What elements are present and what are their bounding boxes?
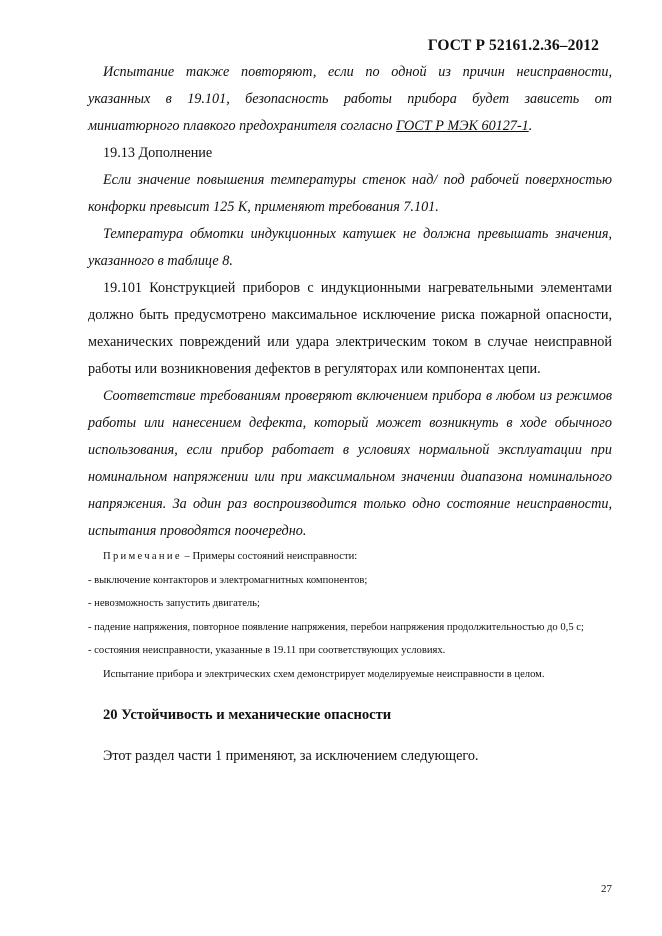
note-intro: Примеры состояний неисправности: [192, 551, 358, 562]
section-20-text: Этот раздел части 1 применяют, за исключением следующего. [103, 748, 479, 764]
paragraph-text-end: . [528, 118, 533, 134]
standard-reference-link[interactable]: ГОСТ Р МЭК 60127-1 [396, 118, 529, 134]
note-header [88, 545, 612, 569]
note-list-item: - невозможность запустить двигатель; [88, 598, 260, 609]
document-header-code: ГОСТ Р 52161.2.36–2012 [427, 37, 599, 54]
document-body [88, 59, 612, 770]
paragraph-retest-fuse [88, 59, 612, 140]
page-number: 27 [601, 883, 612, 895]
paragraph-coil-temperature: Температура обмотки индукционных катушек не должна превышать значения, указанного в таблице 8. [88, 226, 612, 269]
paragraph-wall-temperature: Если значение повышения температуры стенок над/ под рабочей поверхностью конфорки превысит 125 К, применяют требования 7.101. [88, 172, 612, 215]
note-label: Примечание [103, 551, 182, 562]
section-20-heading: 20 Устойчивость и механические опасности [103, 707, 392, 723]
paragraph-compliance-check: Соответствие требованиям проверяют включением прибора в любом из режимов работы или нанесением дефекта, который может возникнуть в ходе обычного использования, если прибор работает в условиях нормальной эксплуатации при номинальном напряжении или при максимальном значении диапазона номинального напряжения. За один раз воспроизводится только одно состояние неисправности, испытания проводятся поочередно. [88, 388, 612, 539]
note-list-item: - падение напряжения, повторное появление напряжения, перебои напряжения продолжительностью до 0,5 с; [88, 621, 584, 633]
note-dash: – [184, 551, 190, 562]
note-list-item: - выключение контакторов и электромагнитных компонентов; [88, 574, 368, 586]
note-list-item: - состояния неисправности, указанные в 19.11 при соответствующих условиях. [88, 645, 446, 656]
clause-19-101: 19.101 Конструкцией приборов с индукционными нагревательными элементами должно быть предусмотрено максимальное исключение риска пожарной опасности, механических повреждений или удара электрическим током в случае неисправной работы или возникновения дефектов в регуляторах или компонентах цепи. [88, 280, 612, 377]
clause-19-13-heading: 19.13 Дополнение [103, 145, 213, 161]
paragraph-text: Испытание также повторяют, если по одной из причин неисправности, указанных в 19.101, безопасность работы прибора будет зависеть от миниатюрного плавкого предохранителя согласно [88, 64, 612, 134]
note-conclusion: Испытание прибора и электрических схем демонстрирует моделируемые неисправности в целом. [103, 668, 545, 680]
